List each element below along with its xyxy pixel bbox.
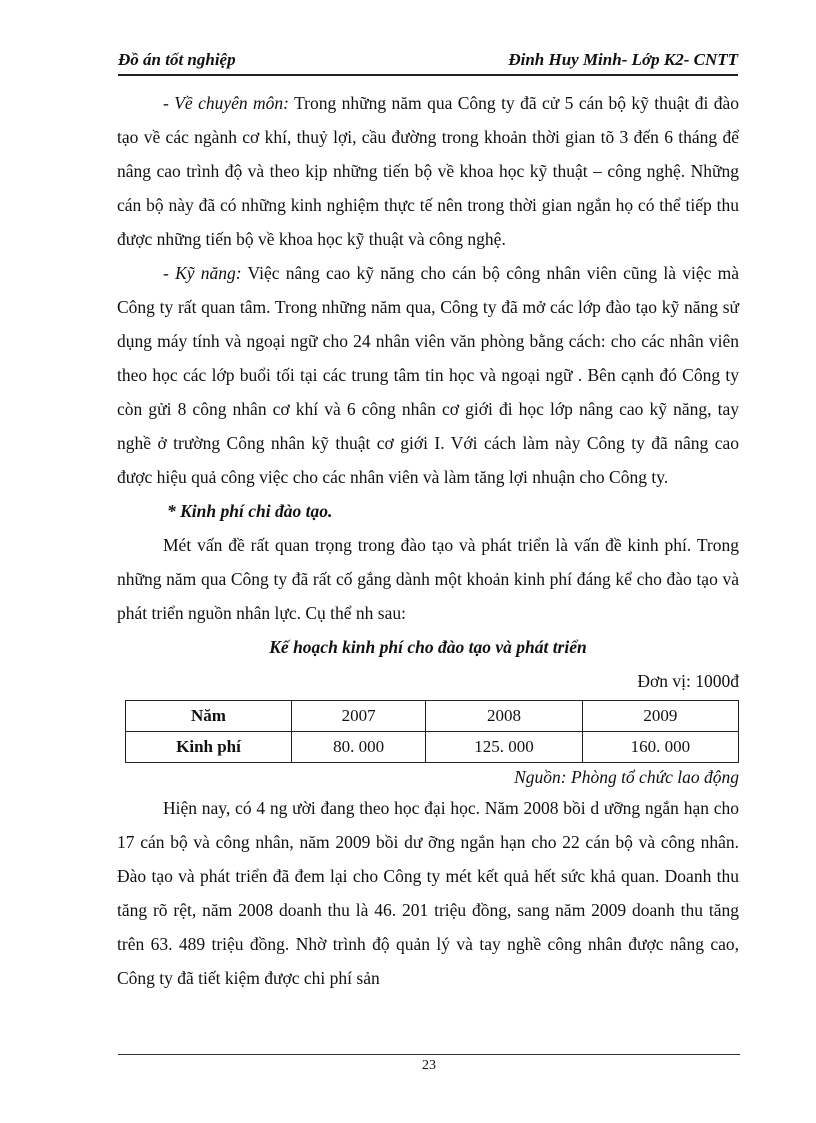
skills-text: Việc nâng cao kỹ năng cho cán bộ công nhân viên cũng là việc mà Công ty rất quan tâm. Trong những năm qua, Công ty đã mở các lớp đào tạo kỹ năng sử dụng máy tính và ngoại ngữ cho 24 nhân viên văn phòng bằng cách: cho các nhân viên theo học các lớp buổi tối tại các trung tâm tin học và ngoại ngữ . Bên cạnh đó Công ty còn gửi 8 công nhân cơ khí và 6 công nhân cơ giới đi học lớp nâng cao kỹ năng, tay nghề ở trường Công nhân kỹ thuật cơ giới I. Với cách làm này Công ty đã nâng cao được hiệu quả công việc cho các nhân viên và làm tăng lợi nhuận cho Công ty. — [117, 263, 739, 487]
page-footer — [118, 1054, 740, 1074]
skills-label: - Kỹ năng: — [163, 263, 242, 283]
paragraph-funding: Mét vấn đề rất quan trọng trong đào tạo và phát triển là vấn đề kinh phí. Trong những năm qua Công ty đã rất cố gắng dành một khoản kinh phí đáng kể cho đào tạo và phát triển nguồn nhân lực. Cụ thể nh sau: — [117, 535, 739, 623]
cell-2007: 80. 000 — [292, 732, 426, 763]
table-source: Nguồn: Phòng tổ chức lao động — [514, 767, 739, 787]
table-row — [126, 732, 739, 763]
cell-2008: 125. 000 — [426, 732, 582, 763]
funding-table — [125, 700, 739, 763]
paragraph-skills — [117, 256, 739, 494]
table-header-row — [126, 701, 739, 732]
header-cell-2008: 2008 — [426, 701, 582, 732]
header-cell-2007: 2007 — [292, 701, 426, 732]
expertise-label: - Về chuyên môn: — [163, 93, 290, 113]
table-caption: Kế hoạch kinh phí cho đào tạo và phát triển — [269, 637, 587, 657]
paragraph-results: Hiện nay, có 4 ng ười đang theo học đại học. Năm 2008 bồi d ưỡng ngắn hạn cho 17 cán bộ và công nhân, năm 2009 bồi dư ỡng ngắn hạn cho 22 cán bộ và công nhân. Đào tạo và phát triển đã đem lại cho Công ty mét kết quả hết sức khả quan. Doanh thu tăng rõ rệt, năm 2008 doanh thu là 46. 201 triệu đồng, sang năm 2009 doanh thu tăng trên 63. 489 triệu đồng. Nhờ trình độ quản lý và tay nghề công nhân được nâng cao, Công ty đã tiết kiệm được chi phí sản — [117, 798, 739, 988]
expertise-text: Trong những năm qua Công ty đã cử 5 cán bộ kỹ thuật đi đào tạo về các ngành cơ khí, thuỷ lợi, cầu đường trong khoản thời gian tõ 3 đến 6 tháng để nâng cao trình độ và theo kịp những tiến bộ về khoa học kỹ thuật – công nghệ. Những cán bộ này đã có những kinh nghiệm thực tế nên trong thời gian ngắn họ có thể tiếp thu được những tiến bộ về khoa học kỹ thuật và công nghệ. — [117, 93, 739, 249]
header-cell-year: Năm — [126, 701, 292, 732]
paragraph-expertise — [117, 86, 739, 256]
header-cell-2009: 2009 — [582, 701, 738, 732]
cell-2009: 160. 000 — [582, 732, 738, 763]
table-unit: Đơn vị: 1000đ — [637, 671, 739, 691]
section-heading: * Kinh phí chi đào tạo. — [167, 501, 333, 521]
page-header — [118, 48, 738, 76]
header-author: Đinh Huy Minh- Lớp K2- CNTT — [508, 50, 738, 69]
page-number: 23 — [422, 1058, 436, 1073]
header-title: Đồ án tốt nghiệp — [118, 50, 236, 69]
page-body — [117, 86, 739, 995]
row-label-funding: Kinh phí — [126, 732, 292, 763]
